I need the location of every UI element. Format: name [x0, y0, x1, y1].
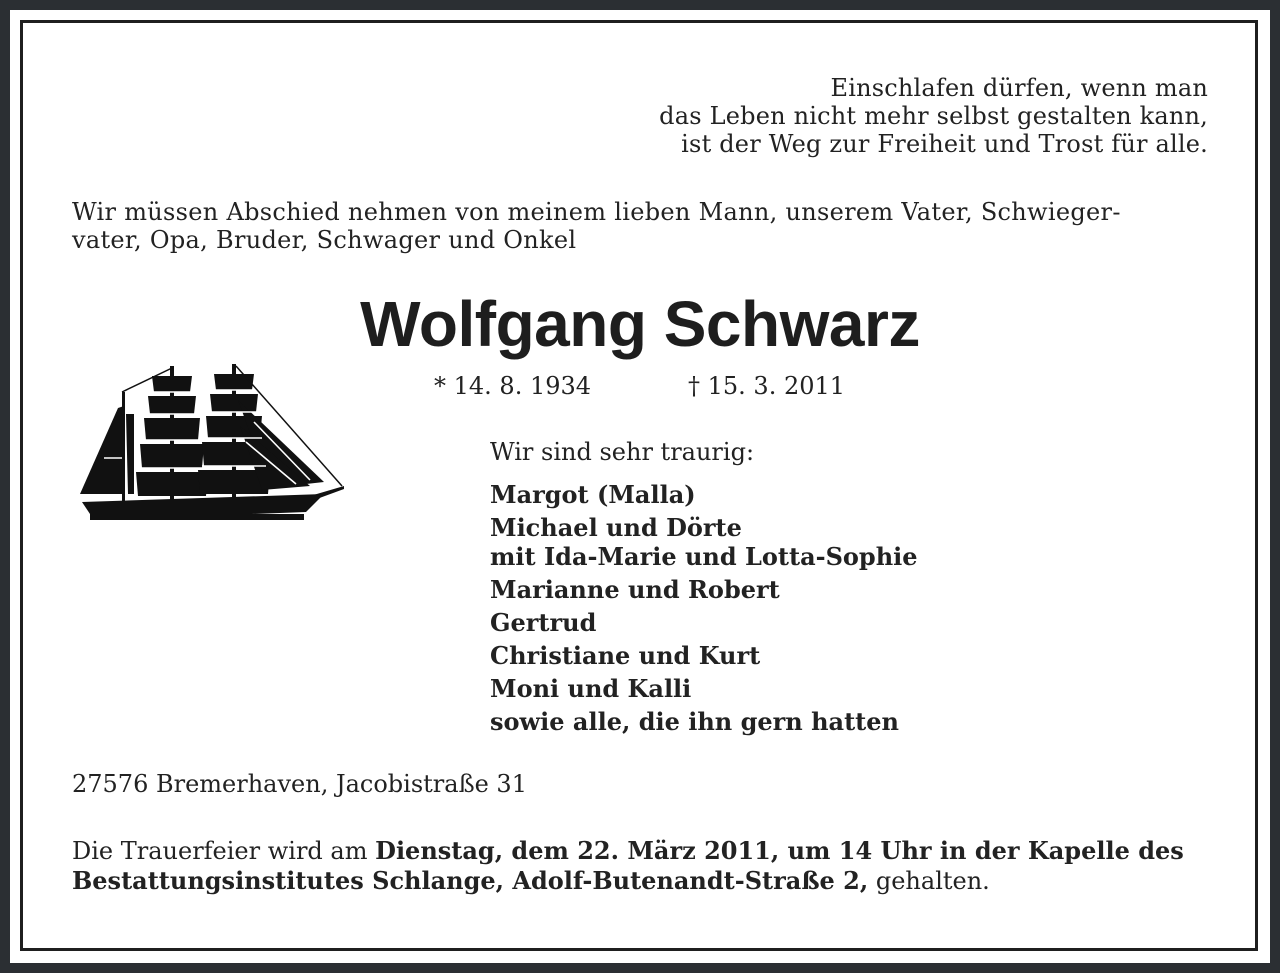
funeral-text: Die Trauerfeier wird am	[72, 837, 376, 865]
list-item: Gertrud	[490, 608, 597, 637]
list-item: Margot (Malla)	[490, 480, 696, 509]
mourners-heading: Wir sind sehr traurig:	[490, 438, 755, 466]
obituary-notice	[10, 10, 1270, 963]
motto-line: Einschlafen dürfen, wenn man	[830, 74, 1208, 102]
intro-line: Wir müssen Abschied nehmen von meinem lieben Mann, unserem Vater, Schwieger-	[72, 198, 1121, 226]
funeral-line	[72, 836, 1208, 866]
death-date: † 15. 3. 2011	[688, 372, 846, 400]
funeral-date-text: Dienstag, dem 22. März 2011, um 14 Uhr in der Kapelle des	[375, 836, 1184, 865]
list-item: sowie alle, die ihn gern hatten	[490, 707, 899, 736]
motto-line: ist der Weg zur Freiheit und Trost für alle.	[681, 130, 1208, 158]
address: 27576 Bremerhaven, Jacobistraße 31	[72, 770, 527, 798]
funeral-text: gehalten.	[868, 867, 990, 895]
motto-line: das Leben nicht mehr selbst gestalten kann,	[659, 102, 1208, 130]
deceased-name: Wolfgang Schwarz	[360, 288, 920, 360]
intro-text	[72, 198, 1208, 254]
list-item-line: mit Ida-Marie und Lotta-Sophie	[490, 542, 918, 571]
funeral-info	[72, 836, 1208, 896]
funeral-line	[72, 866, 1208, 896]
funeral-location-text: Bestattungsinstitutes Schlange, Adolf-Butenandt-Straße 2,	[72, 866, 869, 895]
list-item-line: Michael und Dörte	[490, 513, 742, 542]
list-item	[490, 513, 918, 571]
sailing-ship-icon	[74, 362, 344, 528]
list-item: Christiane und Kurt	[490, 641, 761, 670]
intro-line: vater, Opa, Bruder, Schwager und Onkel	[72, 226, 577, 254]
motto-quote	[659, 74, 1208, 158]
birth-date: * 14. 8. 1934	[434, 372, 592, 400]
list-item: Moni und Kalli	[490, 674, 692, 703]
list-item: Marianne und Robert	[490, 575, 780, 604]
mourners-list	[490, 480, 918, 740]
